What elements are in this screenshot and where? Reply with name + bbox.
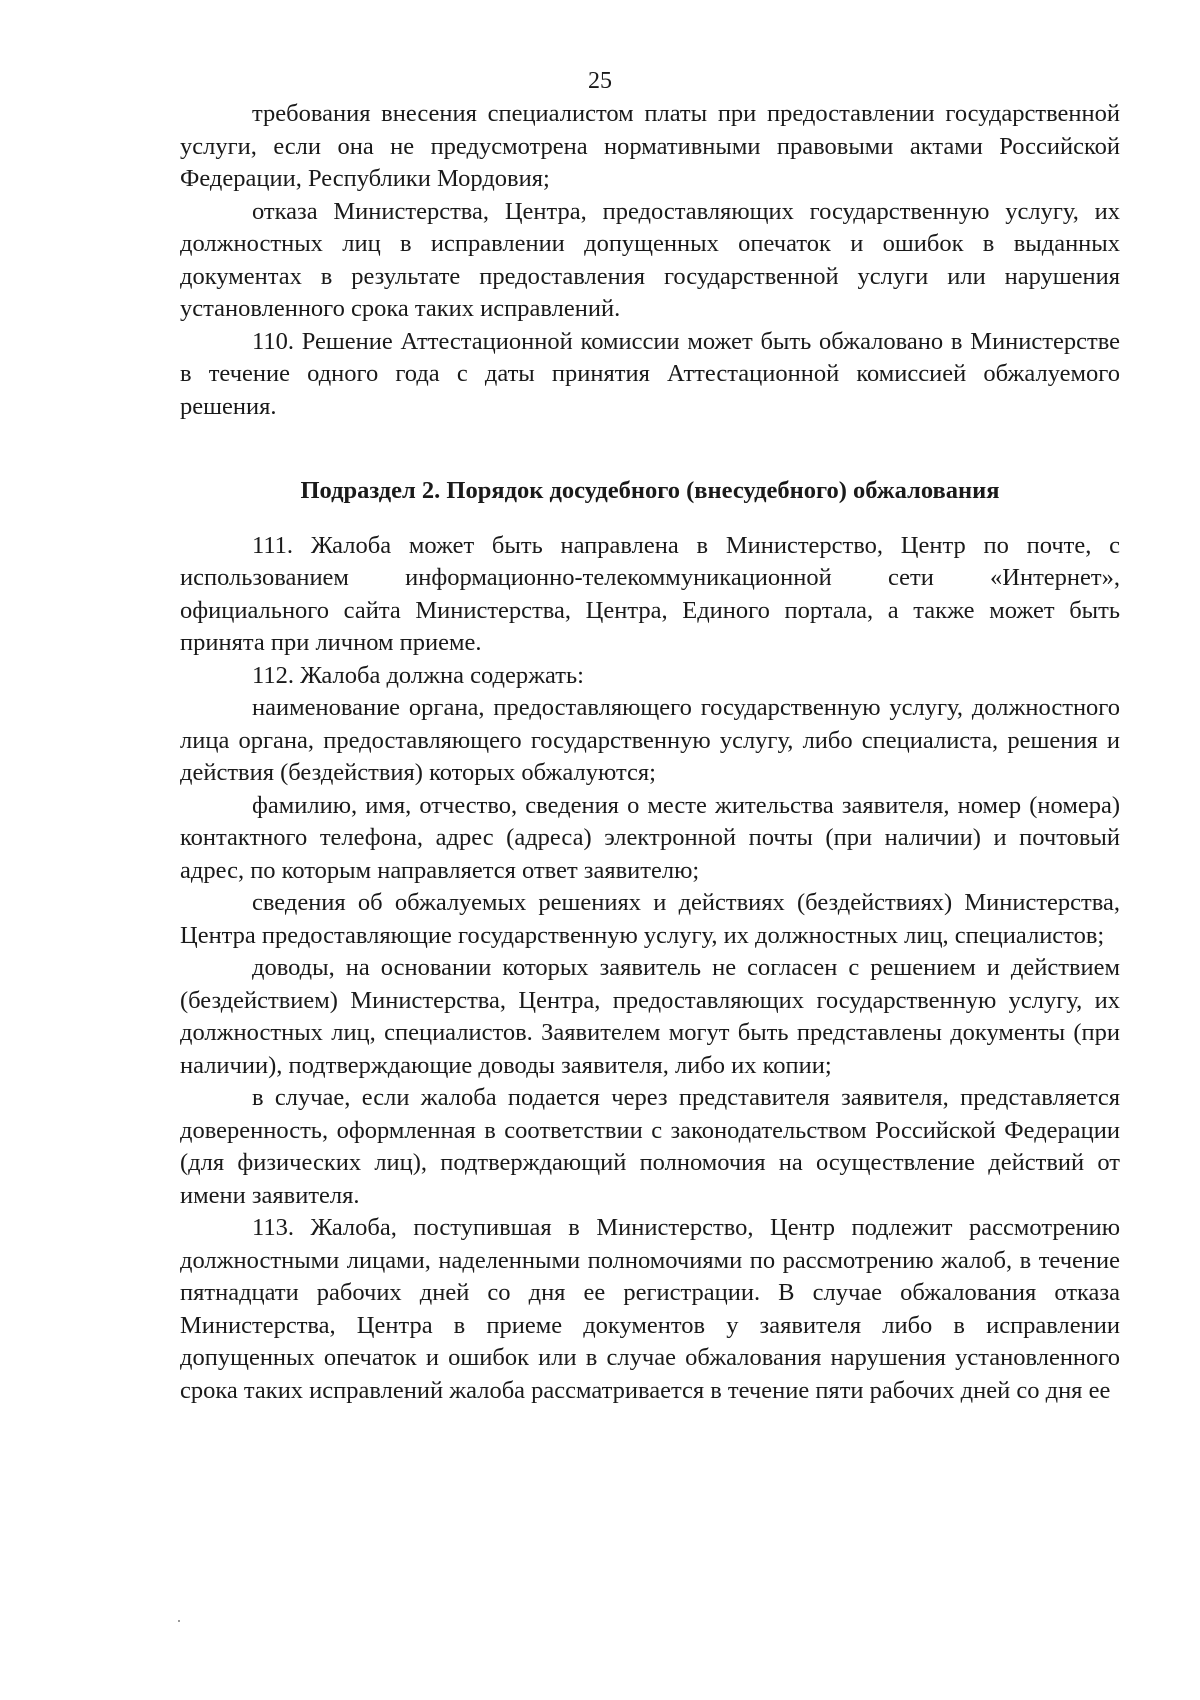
- scan-artifact: [178, 1620, 180, 1622]
- paragraph-applicant-details: фамилию, имя, отчество, сведения о месте жительства заявителя, номер (номера) контактного телефона, адрес (адреса) электронной почты (при наличии) и почтовый адрес, по которым направляется ответ заявителю;: [180, 791, 1120, 884]
- paragraph-authority-name: наименование органа, предоставляющего государственную услугу, должностного лица органа, предоставляющего государственную услугу, либо специалиста, решения и действия (бездействия) которых обжалуются;: [180, 694, 1120, 786]
- page-number: 25: [588, 68, 612, 94]
- paragraph-fee-requirement: требования внесения специалистом платы при предоставлении государственной услуги, если она не предусмотрена нормативными правовыми актами Российской Федерации, Республики Мордовия;: [180, 100, 1120, 192]
- paragraph-111: 111. Жалоба может быть направлена в Министерство, Центр по почте, с использованием информационно-телекоммуникационной сети «Интернет», официального сайта Министерства, Центра, Единого портала, а также может быть принята при личном приеме.: [180, 531, 1120, 656]
- section-heading: Подраздел 2. Порядок досудебного (внесудебного) обжалования: [300, 477, 1000, 504]
- paragraph-113: 113. Жалоба, поступившая в Министерство, Центр подлежит рассмотрению должностными лицами, наделенными полномочиями по рассмотрению жалоб, в течение пятнадцати рабочих дней со дня ее регистрации. В случае обжалования отказа Министерства, Центра в приеме документов у заявителя либо в исправлении допущенных опечаток и ошибок или в случае обжалования нарушения установленного срока таких исправлений жалоба рассматривается в течение пяти рабочих дней со дня ее: [180, 1214, 1120, 1404]
- paragraph-110: 110. Решение Аттестационной комиссии может быть обжаловано в Министерстве в течение одного года с даты принятия Аттестационной комиссией обжалуемого решения.: [180, 327, 1120, 420]
- document-body: [180, 98, 1120, 1407]
- paragraph-arguments: доводы, на основании которых заявитель не согласен с решением и действием (бездействием) Министерства, Центра, предоставляющих государственную услугу, их должностных лиц, специалистов. Заявителем могут быть представлены документы (при наличии), подтверждающие доводы заявителя, либо их копии;: [180, 954, 1120, 1079]
- paragraph-refusal-corrections: отказа Министерства, Центра, предоставляющих государственную услугу, их должностных лиц в исправлении допущенных опечаток и ошибок в выданных документах в результате предоставления государственной услуги или нарушения установленного срока таких исправлений.: [180, 197, 1120, 322]
- paragraph-representative: в случае, если жалоба подается через представителя заявителя, представляется доверенность, оформленная в соответствии с законодательством Российской Федерации (для физических лиц), подтверждающий полномочия на осуществление действий от имени заявителя.: [180, 1084, 1120, 1209]
- paragraph-appealed-decisions: сведения об обжалуемых решениях и действиях (бездействиях) Министерства, Центра предоставляющие государственную услугу, их должностных лиц, специалистов;: [180, 889, 1120, 949]
- paragraph-112: 112. Жалоба должна содержать:: [252, 661, 584, 689]
